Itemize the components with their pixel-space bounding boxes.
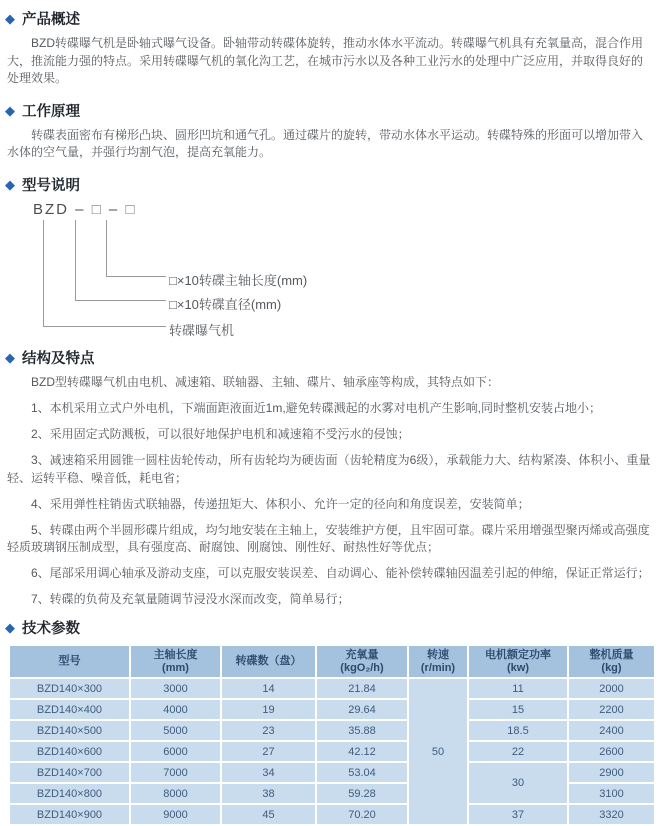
model-code-formula (33, 201, 137, 218)
section-heading-overview (5, 8, 654, 29)
col-header-model: 型号 (9, 645, 130, 678)
cell-model: BZD140×800 (9, 783, 130, 804)
section-heading-features (5, 347, 654, 368)
section-title: 型号说明 (22, 177, 80, 194)
cell-model: BZD140×400 (9, 699, 130, 720)
col-header-oxygen: 充氧量 (kgO₂/h) (316, 645, 408, 678)
model-code-diagram (5, 201, 654, 337)
cell-discs: 38 (221, 783, 316, 804)
cell-discs: 23 (221, 720, 316, 741)
cell-shaft: 6000 (130, 741, 221, 762)
spec-row (9, 678, 655, 699)
specs-table (8, 644, 656, 826)
cell-shaft: 4000 (130, 699, 221, 720)
cell-speed-merged: 50 (408, 678, 468, 825)
features-intro: BZD型转碟曝气机由电机、减速箱、联轴器、主轴、碟片、轴承座等构成，其特点如下： (31, 374, 500, 389)
diamond-bullet-icon: ◆ (5, 176, 15, 192)
feature-item-5: 5、转碟由两个半圆形碟片组成，均匀地安装在主轴上，安装维护方便，且牢固可靠。碟片采用增强型聚丙烯或高强度轻质玻璃钢压制成型，具有强度高、耐腐蚀、刚腐蚀、刚性好、耐热性好等优点； (7, 522, 650, 554)
feature-item-4: 4、采用弹性柱销齿式联轴器，传递扭矩大、体积小、允许一定的径向和角度误差，安装简单； (31, 496, 530, 511)
connector-line-aerator (43, 220, 166, 327)
section-title: 结构及特点 (22, 350, 95, 367)
spec-row (9, 741, 655, 762)
cell-discs: 34 (221, 762, 316, 783)
cell-model: BZD140×600 (9, 741, 130, 762)
cell-power-merged: 30 (468, 762, 568, 804)
cell-shaft: 3000 (130, 678, 221, 699)
section-heading-model (5, 174, 654, 195)
col-header-weight: 整机质量 (kg) (568, 645, 655, 678)
section-heading-principle (5, 100, 654, 121)
model-prefix: BZD (33, 200, 69, 218)
cell-oxygen: 29.64 (316, 699, 408, 720)
section-title: 技术参数 (22, 621, 80, 637)
col-header-discs: 转碟数（盘） (221, 645, 316, 678)
section-title: 工作原理 (22, 103, 80, 120)
cell-shaft: 7000 (130, 762, 221, 783)
cell-shaft: 8000 (130, 783, 221, 804)
cell-weight: 3100 (568, 783, 655, 804)
diamond-bullet-icon: ◆ (5, 620, 15, 635)
cell-oxygen: 42.12 (316, 741, 408, 762)
dash: – (108, 200, 120, 218)
cell-weight: 2000 (568, 678, 655, 699)
cell-oxygen: 21.84 (316, 678, 408, 699)
cell-oxygen: 53.04 (316, 762, 408, 783)
specs-header-row (9, 645, 655, 678)
cell-power: 18.5 (468, 720, 568, 741)
feature-item-6: 6、尾部采用调心轴承及游动支座，可以克服安装误差、自动调心、能补偿转碟轴因温差引起的伸缩，保证正常运行； (31, 566, 650, 580)
cell-model: BZD140×700 (9, 762, 130, 783)
cell-weight: 3320 (568, 804, 655, 825)
cell-power: 22 (468, 741, 568, 762)
cell-shaft: 5000 (130, 720, 221, 741)
principle-paragraph: 转碟表面密布有梯形凸块、圆形凹坑和通气孔。通过碟片的旋转，带动水体水平运动。转碟特殊的形面可以增加带入水体的空气量，并强行均割气泡，提高充氧能力。 (7, 127, 644, 159)
feature-item-1: 1、本机采用立式户外电机，下端面距液面近1m,避免转碟溅起的水雾对电机产生影响,同时整机安装占地小； (31, 401, 602, 415)
cell-weight: 2600 (568, 741, 655, 762)
placeholder-box: □ (91, 200, 103, 218)
cell-discs: 45 (221, 804, 316, 825)
cell-discs: 14 (221, 678, 316, 699)
cell-model: BZD140×300 (9, 678, 130, 699)
diamond-bullet-icon: ◆ (5, 102, 15, 118)
section-title: 产品概述 (22, 12, 80, 28)
feature-item-3: 3、减速箱采用圆锥一圆柱齿轮传动，所有齿轮均为硬齿面（齿轮精度为6级），承载能力大、结构紧凑、体积小、重量轻、运转平稳、噪音低，耗电省； (7, 453, 651, 485)
col-header-shaft: 主轴长度 (mm) (130, 645, 221, 678)
feature-item-7: 7、转碟的负荷及充氧量随调节浸没水深而改变，简单易行； (31, 592, 350, 606)
section-heading-specs (5, 617, 654, 638)
cell-shaft: 9000 (130, 804, 221, 825)
dash: – (75, 200, 86, 218)
col-header-speed: 转速 (r/min) (408, 645, 468, 678)
col-header-power: 电机额定功率 (kw) (468, 645, 568, 678)
spec-row (9, 699, 655, 720)
diamond-bullet-icon: ◆ (5, 11, 15, 26)
cell-power: 37 (468, 804, 568, 825)
overview-paragraph: BZD转碟曝气机是卧轴式曝气设备。卧轴带动转碟体旋转，推动水体水平流动。转碟曝气机具有充氧量高，混合作用大，推流能力强的特点。采用转碟曝气机的氧化沟工艺，在城市污水以及各种工业污水的处理中广泛应用，并取得良好的处理效果。 (7, 36, 644, 85)
model-label-diameter: □×10转碟直径(mm) (169, 296, 282, 312)
feature-item-2: 2、采用固定式防溅板，可以很好地保护电机和减速箱不受污水的侵蚀； (31, 427, 410, 441)
model-label-aerator: 转碟曝气机 (169, 322, 235, 338)
placeholder-box: □ (125, 200, 137, 218)
cell-power: 15 (468, 699, 568, 720)
spec-row (9, 804, 655, 825)
spec-row (9, 720, 655, 741)
model-label-shaft-length: □×10转碟主轴长度(mm) (169, 272, 308, 288)
cell-oxygen: 70.20 (316, 804, 408, 825)
cell-oxygen: 35.88 (316, 720, 408, 741)
cell-discs: 19 (221, 699, 316, 720)
spec-row (9, 762, 655, 783)
cell-oxygen: 59.28 (316, 783, 408, 804)
cell-model: BZD140×500 (9, 720, 130, 741)
cell-power: 11 (468, 678, 568, 699)
cell-weight: 2200 (568, 699, 655, 720)
diamond-bullet-icon: ◆ (5, 349, 15, 365)
cell-model: BZD140×900 (9, 804, 130, 825)
cell-weight: 2900 (568, 762, 655, 783)
cell-discs: 27 (221, 741, 316, 762)
cell-weight: 2400 (568, 720, 655, 741)
